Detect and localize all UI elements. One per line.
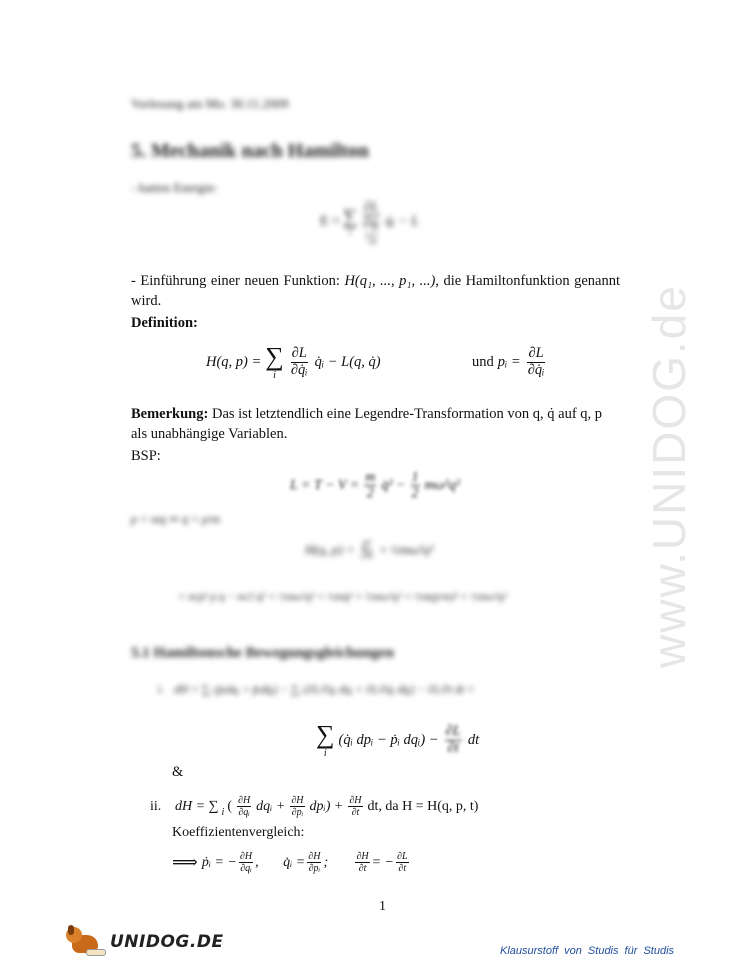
- remark-label: Bemerkung:: [131, 406, 209, 422]
- item-i-marker: i.: [158, 684, 165, 696]
- energy-equation: E = ∑ i $\frac{\partial L}{\text{∂q̇ᵢ}}$ =pᵢ q̇ᵢ − L: [320, 200, 419, 245]
- implies-arrow: ⟹: [172, 852, 198, 872]
- intro-text: - hatten Energie:: [131, 180, 218, 195]
- hamiltonian-definition-equation: H(q, p) = ∑ i $\frac{\partial L}{\text{∂q̇ᵢ}}$ q̇ᵢ − L(q, q̇): [206, 342, 381, 381]
- differential-sum-equation: ∑ i (q̇ᵢ dpᵢ − ṗᵢ dqᵢ) − $\frac{\partial L}{\partial t}$ dt: [316, 720, 480, 759]
- section-title: 5. Mechanik nach Hamilton: [131, 140, 369, 162]
- ampersand: &: [172, 764, 184, 780]
- footer-tagline: Klausurstoff von Studis für Studis: [500, 945, 675, 957]
- coefficient-comparison-label: Koeffizientenvergleich:: [172, 825, 305, 840]
- item-i: [158, 684, 475, 696]
- item-i-equation: dH = ∑ᵢ (ṗᵢdqᵢ + p̄ᵢdq̇ᵢ) − ∑ᵢ (∂L/∂qᵢ dqᵢ + ∂L/∂q̇ᵢ dq̇ᵢ) − ∂L/∂t dt =: [174, 684, 475, 696]
- lagrangian-example-equation: L = T − V = $\frac{m}{2}$ q̇² − $\frac{1}{2}$ mω²q²: [290, 470, 460, 502]
- definition-label: Definition:: [131, 315, 198, 331]
- subsection-title: 5.1 Hamiltonsche Bewegungsgleichungen: [131, 645, 394, 661]
- momentum-definition-equation: und pᵢ = $\frac{\partial L}{\text{∂q̇ᵢ}}$: [472, 345, 545, 378]
- lecture-date: Vorlesung am Mo. 30.11.2009: [131, 96, 289, 111]
- expanded-hamiltonian-equation: = m/p² p q̇ − m/2 q̇² + ½mω²q² = ½mq̇² + ½mω²q² = ½m(p/m)² + ½mω²q²: [178, 591, 507, 603]
- example-label: BSP:: [131, 448, 161, 464]
- item-ii-marker: ii.: [150, 798, 162, 814]
- page-number: 1: [379, 899, 386, 914]
- hamilton-equations: ⟹ ṗᵢ = − $\frac{\partial H}{\text{∂qᵢ}}$ , q̇ᵢ = $\frac{\partial H}{\text{∂pᵢ}}$ ; $\frac{\partial H}{\partial t}$ = − $\frac{\partial L}{\partial t}$: [172, 851, 408, 874]
- remark-paragraph: Bemerkung: Das ist letztendlich eine Legendre-Transformation von q, q̇ auf q, p als unabhängige Variablen.: [131, 406, 603, 442]
- unidog-logo[interactable]: [66, 925, 224, 959]
- item-ii: ii. dH = ∑ i ( $\frac{\partial H}{\text{∂qᵢ}}$ dqᵢ + $\frac{\partial H}{\text{∂pᵢ}}$ dpᵢ) + $\frac{\partial H}{\partial t}$ dt, da H = H(q, p, t): [150, 795, 479, 818]
- dog-mascot-icon: [66, 925, 106, 959]
- hamiltonian-example-equation: H(q, p) = $\frac{\text{p²}}{2m}$ + ½mω²q²: [305, 538, 434, 561]
- hamilton-intro-paragraph: - Einführung einer neuen Funktion: H(q₁, ..., p₁, ...), die Hamiltonfunktion genannt wird.: [131, 273, 620, 309]
- momentum-example-equation: p = mq̇ ⇒ q̇ = p/m: [131, 512, 220, 526]
- watermark-text: www.UNIDOG.de: [643, 284, 695, 668]
- logo-text: UNIDOG.DE: [110, 932, 224, 952]
